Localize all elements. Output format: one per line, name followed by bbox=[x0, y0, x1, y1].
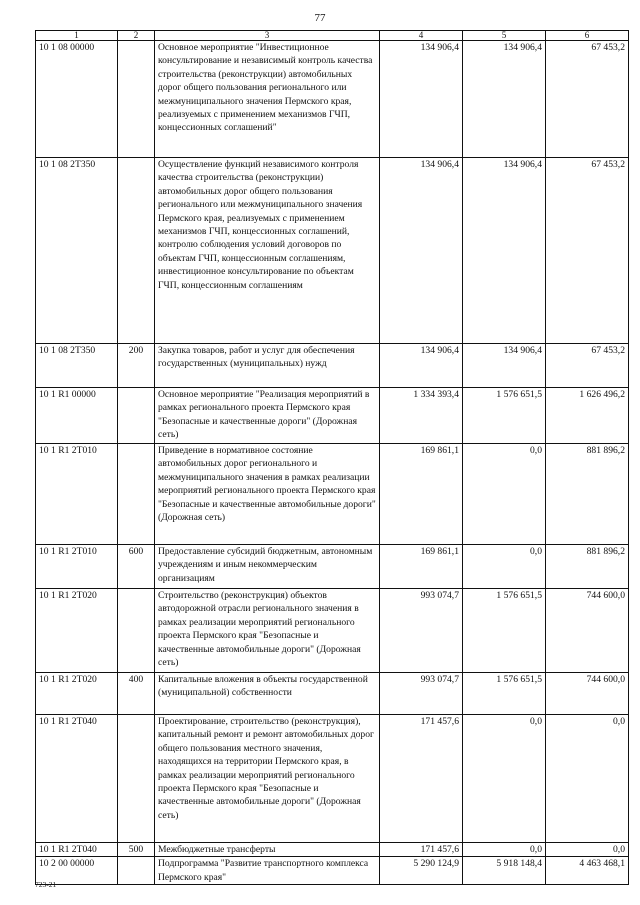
table-row bbox=[36, 673, 629, 715]
item-name-cell: Основное мероприятие "Инвестиционное консультирование и независимый контроль качества строительства (реконструкции) автомобильных дорог общего пользования регионального или межмуниципального значения Пермского края, реализуемых с применением механизмов ГЧП, концессионных соглашений" bbox=[155, 41, 380, 158]
amount-cell: 1 576 651,5 bbox=[463, 388, 546, 444]
header-cell: 1 bbox=[36, 31, 118, 41]
item-name-cell: Межбюджетные трансферты bbox=[155, 843, 380, 857]
amount-cell: 1 576 651,5 bbox=[463, 589, 546, 673]
expense-type-cell bbox=[118, 444, 155, 545]
expense-type-cell: 600 bbox=[118, 545, 155, 589]
amount-cell: 134 906,4 bbox=[380, 41, 463, 158]
header-cell: 4 bbox=[380, 31, 463, 41]
item-name-cell: Подпрограмма "Развитие транспортного комплекса Пермского края" bbox=[155, 857, 380, 885]
amount-cell: 169 861,1 bbox=[380, 444, 463, 545]
amount-cell: 67 453,2 bbox=[546, 344, 629, 388]
expense-type-cell: 500 bbox=[118, 843, 155, 857]
amount-cell: 5 918 148,4 bbox=[463, 857, 546, 885]
amount-cell: 171 457,6 bbox=[380, 843, 463, 857]
budget-code-cell: 10 2 00 00000 bbox=[36, 857, 118, 885]
budget-code-cell: 10 1 08 2T350 bbox=[36, 158, 118, 344]
item-name-cell: Приведение в нормативное состояние автомобильных дорог регионального и межмуниципального значения в рамках реализации мероприятий регионального проекта Пермского края "Безопасные и качественные автомобильные дороги" (Дорожная сеть) bbox=[155, 444, 380, 545]
amount-cell: 0,0 bbox=[463, 843, 546, 857]
table-row bbox=[36, 444, 629, 545]
item-name-cell: Осуществление функций независимого контроля качества строительства (реконструкции) автомобильных дорог общего пользования регионального или межмуниципального значения Пермского края, реализуемых с применением механизмов ГЧП, концессионных соглашений, контролю соблюдения условий договоров по объектам ГЧП, концессионным соглашениям, инвестиционное консультирование по объектам ГЧП, концессионным соглашениям bbox=[155, 158, 380, 344]
header-cell: 6 bbox=[546, 31, 629, 41]
budget-code-cell: 10 1 R1 2T020 bbox=[36, 589, 118, 673]
expense-type-cell bbox=[118, 589, 155, 673]
expense-type-cell: 200 bbox=[118, 344, 155, 388]
expense-type-cell bbox=[118, 158, 155, 344]
table-row bbox=[36, 41, 629, 158]
budget-code-cell: 10 1 R1 2T040 bbox=[36, 843, 118, 857]
amount-cell: 67 453,2 bbox=[546, 41, 629, 158]
table-row bbox=[36, 344, 629, 388]
amount-cell: 0,0 bbox=[463, 715, 546, 843]
expense-type-cell: 400 bbox=[118, 673, 155, 715]
expense-type-cell bbox=[118, 41, 155, 158]
amount-cell: 4 463 468,1 bbox=[546, 857, 629, 885]
amount-cell: 1 576 651,5 bbox=[463, 673, 546, 715]
amount-cell: 881 896,2 bbox=[546, 444, 629, 545]
budget-code-cell: 10 1 R1 2T010 bbox=[36, 545, 118, 589]
table-row bbox=[36, 158, 629, 344]
page-number: 77 bbox=[314, 12, 326, 24]
amount-cell: 171 457,6 bbox=[380, 715, 463, 843]
amount-cell: 0,0 bbox=[463, 545, 546, 589]
table-header-row bbox=[36, 31, 629, 41]
item-name-cell: Закупка товаров, работ и услуг для обеспечения государственных (муниципальных) нужд bbox=[155, 344, 380, 388]
amount-cell: 744 600,0 bbox=[546, 673, 629, 715]
amount-cell: 881 896,2 bbox=[546, 545, 629, 589]
amount-cell: 993 074,7 bbox=[380, 673, 463, 715]
table-row bbox=[36, 857, 629, 885]
item-name-cell: Строительство (реконструкция) объектов автодорожной отрасли регионального значения в рамках реализации мероприятий регионального проекта Пермского края "Безопасные и качественные автомобильные дороги" (Дорожная сеть) bbox=[155, 589, 380, 673]
header-cell: 2 bbox=[118, 31, 155, 41]
expense-type-cell bbox=[118, 388, 155, 444]
budget-code-cell: 10 1 08 00000 bbox=[36, 41, 118, 158]
amount-cell: 744 600,0 bbox=[546, 589, 629, 673]
budget-code-cell: 10 1 08 2T350 bbox=[36, 344, 118, 388]
expense-type-cell bbox=[118, 857, 155, 885]
budget-table bbox=[35, 30, 629, 885]
amount-cell: 134 906,4 bbox=[463, 158, 546, 344]
budget-code-cell: 10 1 R1 2T020 bbox=[36, 673, 118, 715]
header-cell: 5 bbox=[463, 31, 546, 41]
amount-cell: 134 906,4 bbox=[380, 344, 463, 388]
amount-cell: 0,0 bbox=[546, 843, 629, 857]
amount-cell: 993 074,7 bbox=[380, 589, 463, 673]
document-code: 723-21 bbox=[35, 880, 57, 889]
item-name-cell: Проектирование, строительство (реконструкция), капитальный ремонт и ремонт автомобильных дорог общего пользования местного значения, находящихся на территории Пермского края, в рамках реализации мероприятий регионального проекта Пермского края "Безопасные и качественные автомобильные дороги" (Дорожная сеть) bbox=[155, 715, 380, 843]
amount-cell: 1 626 496,2 bbox=[546, 388, 629, 444]
table-row bbox=[36, 388, 629, 444]
table-row bbox=[36, 545, 629, 589]
amount-cell: 67 453,2 bbox=[546, 158, 629, 344]
amount-cell: 0,0 bbox=[463, 444, 546, 545]
amount-cell: 5 290 124,9 bbox=[380, 857, 463, 885]
budget-code-cell: 10 1 R1 2T040 bbox=[36, 715, 118, 843]
amount-cell: 134 906,4 bbox=[463, 344, 546, 388]
item-name-cell: Предоставление субсидий бюджетным, автономным учреждениям и иным некоммерческим организациям bbox=[155, 545, 380, 589]
header-cell: 3 bbox=[155, 31, 380, 41]
amount-cell: 134 906,4 bbox=[380, 158, 463, 344]
expense-type-cell bbox=[118, 715, 155, 843]
table-row bbox=[36, 843, 629, 857]
amount-cell: 169 861,1 bbox=[380, 545, 463, 589]
table-row bbox=[36, 715, 629, 843]
budget-code-cell: 10 1 R1 2T010 bbox=[36, 444, 118, 545]
table-row bbox=[36, 589, 629, 673]
amount-cell: 0,0 bbox=[546, 715, 629, 843]
amount-cell: 134 906,4 bbox=[463, 41, 546, 158]
item-name-cell: Капитальные вложения в объекты государственной (муниципальной) собственности bbox=[155, 673, 380, 715]
item-name-cell: Основное мероприятие "Реализация мероприятий в рамках регионального проекта Пермского края "Безопасные и качественные дороги" (Дорожная сеть) bbox=[155, 388, 380, 444]
amount-cell: 1 334 393,4 bbox=[380, 388, 463, 444]
budget-code-cell: 10 1 R1 00000 bbox=[36, 388, 118, 444]
